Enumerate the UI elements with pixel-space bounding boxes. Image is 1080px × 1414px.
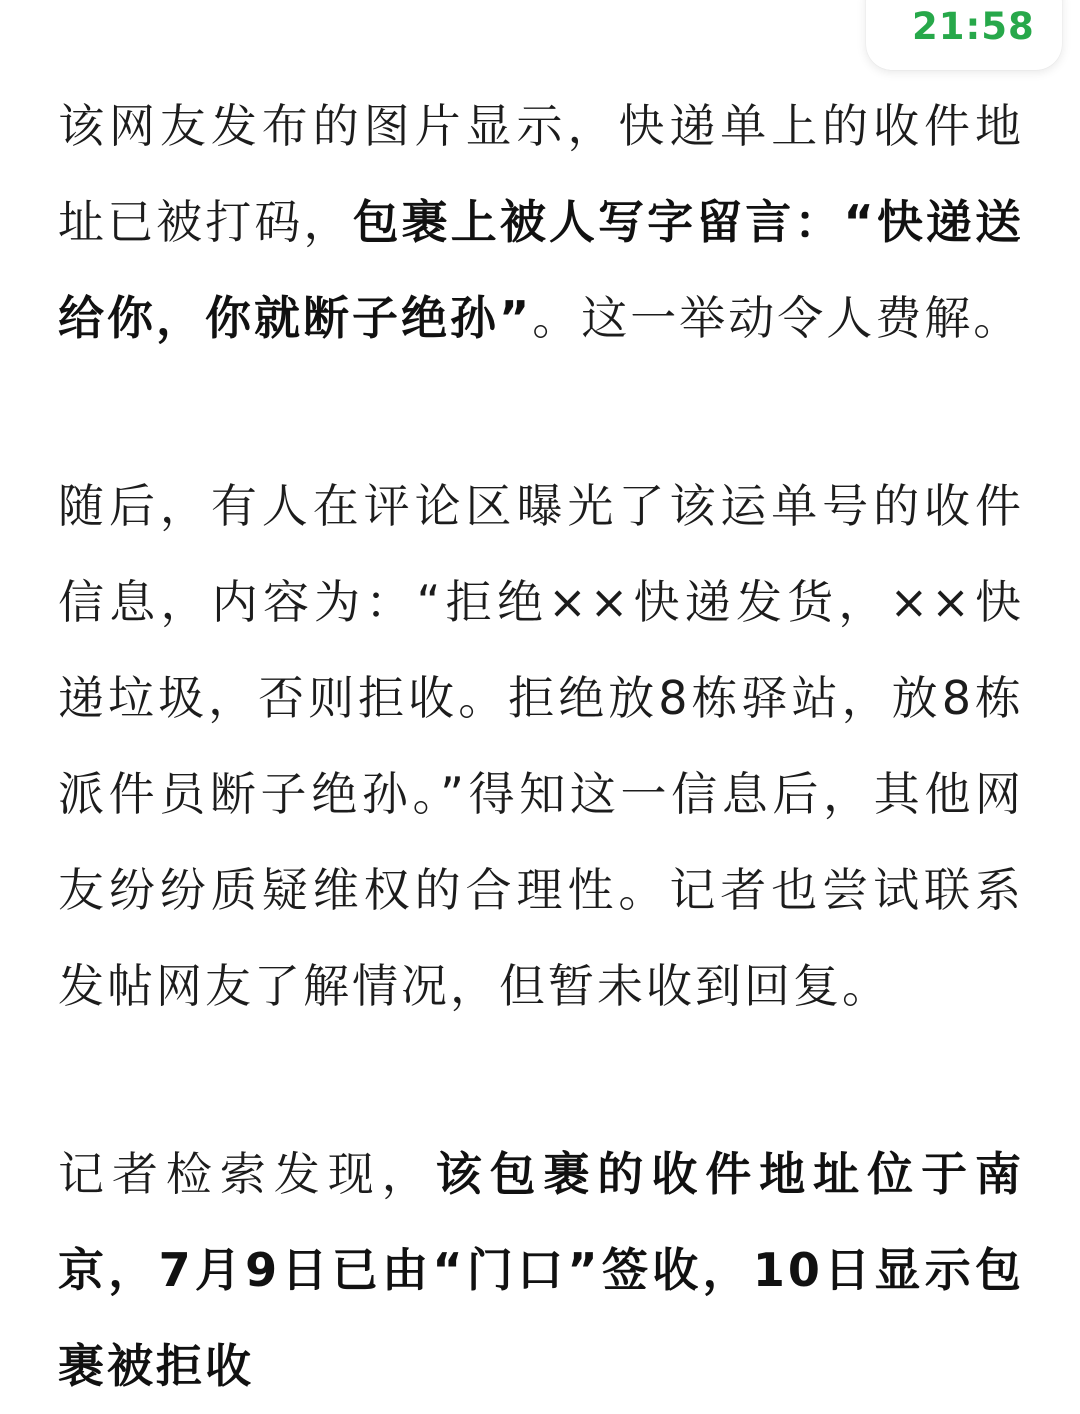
paragraph-3-lead: 记者检索发现，: [58, 1147, 436, 1201]
paragraph-2: [58, 458, 1024, 1034]
article-body: [58, 78, 1024, 1414]
paragraph-1-bold: 包裹上被人写字留言：“快递送给你，你就断子绝孙”: [58, 195, 1025, 345]
paragraph-1: [58, 78, 1024, 366]
paragraph-3: [58, 1126, 1024, 1414]
status-time: 21:58: [912, 5, 1035, 48]
paragraph-3-bold: 该包裹的收件地址位于南京，7月9日已由“门口”签收，10日显示包裹被拒收: [58, 1147, 1025, 1393]
paragraph-1-lead: 该网友发布的图片显示，快递单上的收件地址已被打码，: [58, 99, 1024, 249]
paragraph-1-tail: 。这一举动令人费解。: [532, 291, 1023, 345]
paragraph-2-text: 随后，有人在评论区曝光了该运单号的收件信息，内容为：“拒绝××快递发货，××快递垃圾，否则拒收。拒绝放8栋驿站，放8栋派件员断子绝孙。”得知这一信息后，其他网友纷纷质疑维权的合理性。记者也尝试联系发帖网友了解情况，但暂未收到回复。: [58, 479, 1024, 1013]
